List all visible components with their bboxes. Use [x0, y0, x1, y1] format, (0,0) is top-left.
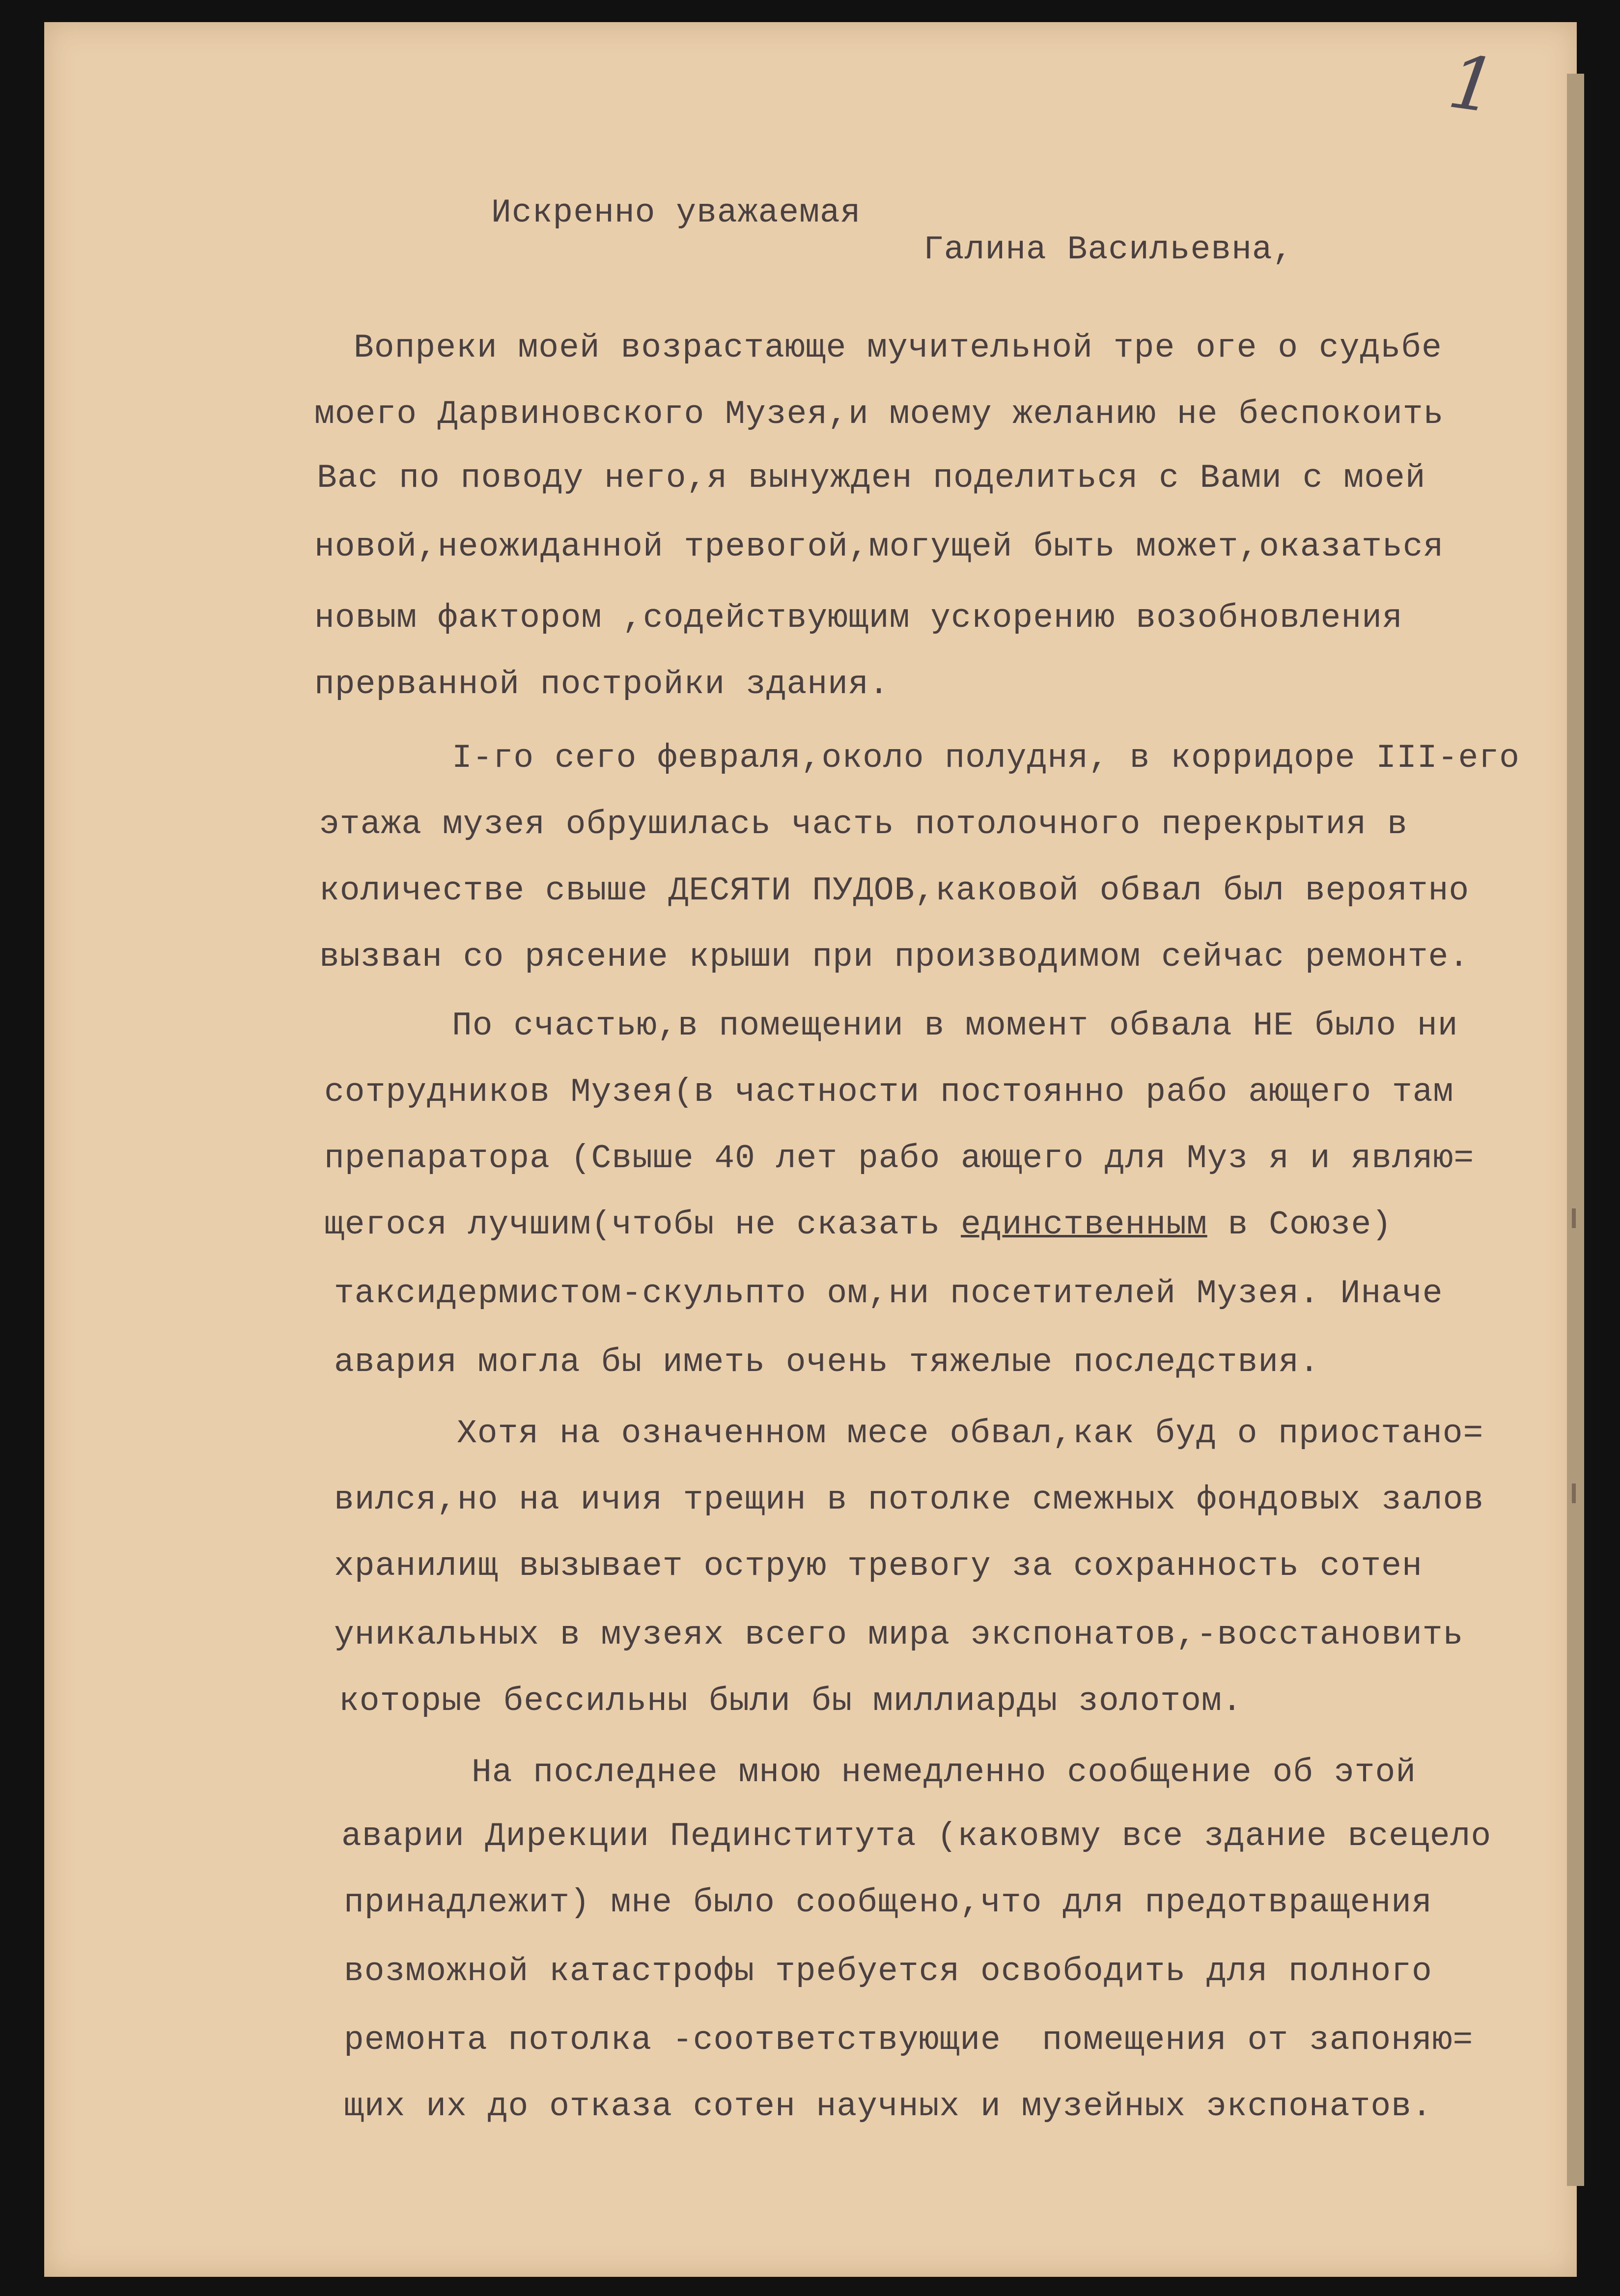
- page-edge: [1567, 74, 1584, 2186]
- paragraph-4-line-2: вился,но на ичия трещин в потолке смежных фондовых залов: [334, 1481, 1484, 1519]
- paragraph-5-line-2: аварии Дирекции Пединститута (каковму все здание всецело: [341, 1818, 1492, 1855]
- paragraph-2-line-3: количестве свыше ДЕСЯТИ ПУДОВ,каковой обвал был вероятно: [319, 872, 1470, 910]
- paragraph-1-line-4: новой,неожиданной тревогой,могущей быть может,оказаться: [314, 528, 1444, 566]
- salutation-line-2: Галина Васильевна,: [923, 231, 1293, 269]
- paragraph-1-line-6: прерванной постройки здания.: [314, 666, 890, 703]
- edge-mark: [1572, 1208, 1576, 1228]
- paragraph-3-line-4: [324, 1206, 1392, 1244]
- paragraph-3-line-6: авария могла бы иметь очень тяжелые последствия.: [334, 1344, 1320, 1381]
- paragraph-4-line-1: Хотя на означенном месе обвал,как буд о приостано=: [457, 1415, 1484, 1453]
- paragraph-3-line-5: таксидермистом-скульпто ом,ни посетителей Музея. Иначе: [334, 1275, 1443, 1313]
- paragraph-3-line-4-end: в Союзе): [1207, 1206, 1392, 1244]
- paragraph-4-line-4: уникальных в музеях всего мира экспонатов,-восстановить: [334, 1616, 1464, 1654]
- paragraph-3-line-2: сотрудников Музея(в частности постоянно рабо ающего там: [324, 1073, 1454, 1111]
- edge-mark: [1572, 1484, 1576, 1503]
- salutation-line-1: Искренно уважаемая: [491, 194, 861, 232]
- paragraph-1-line-2: моего Дарвиновского Музея,и моему желанию не беспокоить: [314, 395, 1444, 433]
- paragraph-5-line-4: возможной катастрофы требуется освободить для полного: [344, 1953, 1432, 1990]
- paragraph-5-line-6: щих их до отказа сотен научных и музейных экспонатов.: [344, 2088, 1432, 2126]
- page-number: 1: [1443, 39, 1502, 130]
- paragraph-5-line-5: ремонта потолка -соответствующие помещения от запоняю=: [344, 2021, 1474, 2059]
- paragraph-1-line-1: Вопреки моей возрастающе мучительной тре оге о судьбе: [354, 329, 1442, 367]
- paragraph-4-line-3: хранилищ вызывает острую тревогу за сохранность сотен: [334, 1547, 1423, 1585]
- paragraph-2-line-4: вызван со рясение крыши при производимом сейчас ремонте.: [319, 938, 1470, 976]
- underlined-word: единственным: [961, 1206, 1207, 1244]
- paragraph-3-line-1: По счастью,в помещении в момент обвала НЕ было ни: [452, 1007, 1458, 1045]
- paragraph-3-line-4-start: щегося лучшим(чтобы не сказать: [324, 1206, 961, 1244]
- paragraph-2-line-2: этажа музея обрушилась часть потолочного перекрытия в: [319, 806, 1408, 843]
- paragraph-2-line-1: I-го сего февраля,около полудня, в корридоре III-его: [452, 739, 1520, 777]
- paragraph-1-line-3: Вас по поводу него,я вынужден поделиться с Вами с моей: [317, 459, 1426, 497]
- paragraph-4-line-5: которые бессильны были бы миллиарды золотом.: [339, 1682, 1243, 1720]
- paragraph-3-line-3: препаратора (Свыше 40 лет рабо ающего для Муз я и являю=: [324, 1140, 1475, 1177]
- paragraph-5-line-3: принадлежит) мне было сообщено,что для предотвращения: [344, 1884, 1432, 1922]
- paragraph-1-line-5: новым фактором ,содействующим ускорению возобновления: [314, 599, 1403, 637]
- paragraph-5-line-1: На последнее мною немедленно сообщение об этой: [472, 1754, 1417, 1792]
